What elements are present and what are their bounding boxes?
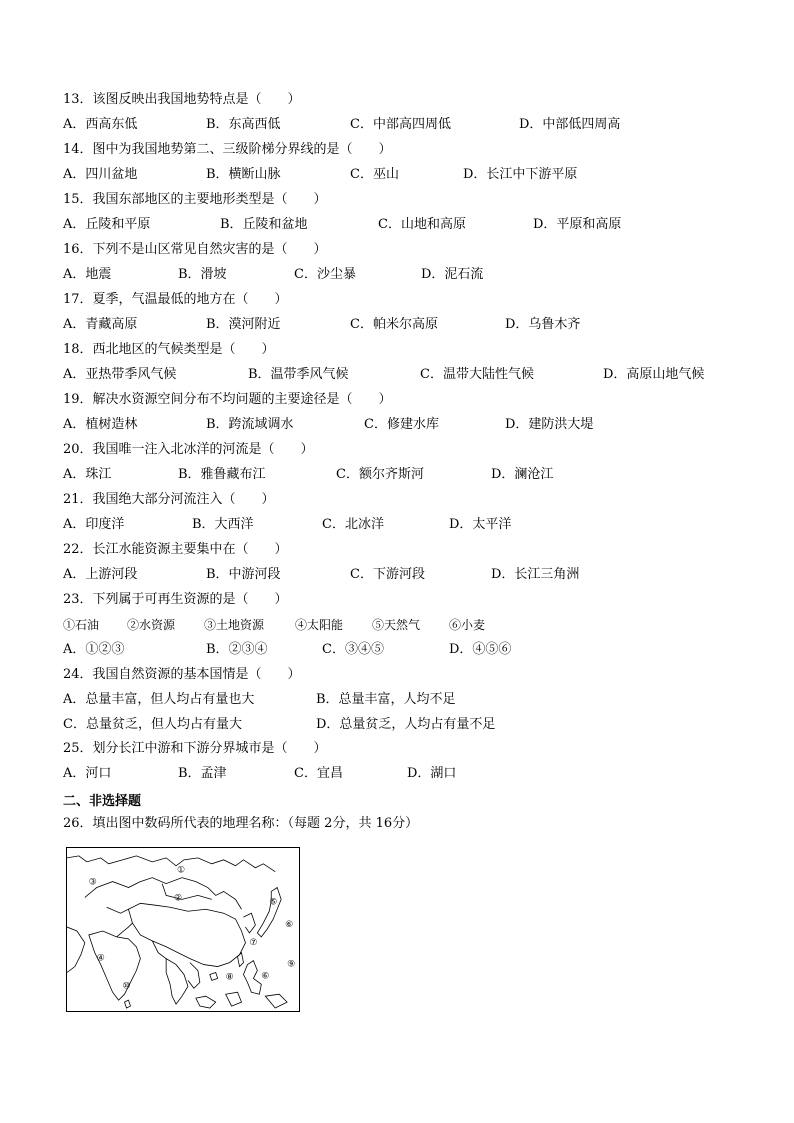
q16-option-d[interactable]: D．泥石流 <box>421 267 484 282</box>
map-label-6b: ⑥ <box>261 971 270 982</box>
q19-option-b[interactable]: B．跨流域调水 <box>206 417 294 432</box>
q14-option-a[interactable]: A．四川盆地 <box>63 167 138 182</box>
map-label-3: ③ <box>88 877 97 888</box>
map-drawing <box>67 848 299 1011</box>
map-label-5: ⑤ <box>269 897 278 908</box>
section-heading: 二、非选择题 <box>63 794 142 809</box>
q13-option-d[interactable]: D．中部低四周高 <box>519 117 621 132</box>
q19-option-d[interactable]: D．建防洪大堤 <box>505 417 594 432</box>
q18-option-c[interactable]: C．温带大陆性气候 <box>420 367 534 382</box>
q22-option-b[interactable]: B．中游河段 <box>206 567 281 582</box>
q15-option-c[interactable]: C．山地和高原 <box>378 217 466 232</box>
q23-item-2: ②水资源 <box>127 618 176 632</box>
q23-item-4: ④太阳能 <box>295 618 344 632</box>
q25-option-d[interactable]: D．湖口 <box>407 766 457 781</box>
q23-item-6: ⑥小麦 <box>449 618 486 632</box>
q17-option-a[interactable]: A．青藏高原 <box>63 317 138 332</box>
map-label-7: ⑦ <box>249 937 258 948</box>
q14-option-c[interactable]: C．巫山 <box>350 167 399 182</box>
question-13: 13．该图反映出我国地势特点是（ ） <box>63 92 301 107</box>
q23-option-a[interactable]: A．①②③ <box>63 642 125 657</box>
q20-option-a[interactable]: A．珠江 <box>63 467 112 482</box>
q25-option-b[interactable]: B．孟津 <box>178 766 227 781</box>
q13-option-b[interactable]: B．东高西低 <box>206 117 281 132</box>
q25-option-a[interactable]: A．河口 <box>63 766 112 781</box>
question-22: 22．长江水能资源主要集中在（ ） <box>63 542 288 557</box>
q25-option-c[interactable]: C．宜昌 <box>294 766 343 781</box>
q21-option-a[interactable]: A．印度洋 <box>63 517 125 532</box>
q22-option-c[interactable]: C．下游河段 <box>350 567 425 582</box>
q19-option-c[interactable]: C．修建水库 <box>364 417 439 432</box>
q18-option-b[interactable]: B．温带季风气候 <box>248 367 349 382</box>
question-25: 25．划分长江中游和下游分界城市是（ ） <box>63 741 327 756</box>
q18-option-a[interactable]: A．亚热带季风气候 <box>63 367 177 382</box>
map-label-10: ⑩ <box>122 981 131 992</box>
q21-option-d[interactable]: D．太平洋 <box>449 517 512 532</box>
q24-option-d[interactable]: D．总量贫乏，人均占有量不足 <box>316 717 496 732</box>
question-15: 15．我国东部地区的主要地形类型是（ ） <box>63 192 327 207</box>
q19-option-a[interactable]: A．植树造林 <box>63 417 138 432</box>
q15-option-d[interactable]: D．平原和高原 <box>533 217 622 232</box>
question-18: 18．西北地区的气候类型是（ ） <box>63 342 275 357</box>
question-24: 24．我国自然资源的基本国情是（ ） <box>63 667 301 682</box>
question-20: 20．我国唯一注入北冰洋的河流是（ ） <box>63 442 314 457</box>
q22-option-a[interactable]: A．上游河段 <box>63 567 138 582</box>
map-label-2: ② <box>174 893 183 904</box>
q16-option-a[interactable]: A．地震 <box>63 267 112 282</box>
q16-option-b[interactable]: B．滑坡 <box>178 267 227 282</box>
q24-option-a[interactable]: A．总量丰富，但人均占有量也大 <box>63 692 255 707</box>
q23-item-3: ③土地资源 <box>204 618 265 632</box>
q13-option-c[interactable]: C．中部高四周低 <box>350 117 451 132</box>
q13-option-a[interactable]: A．西高东低 <box>63 117 138 132</box>
q17-option-d[interactable]: D．乌鲁木齐 <box>505 317 581 332</box>
question-23: 23．下列属于可再生资源的是（ ） <box>63 592 288 607</box>
q23-item-1: ①石油 <box>63 618 100 632</box>
map-label-4: ④ <box>96 953 105 964</box>
map-label-8: ⑧ <box>225 972 234 983</box>
q23-item-5: ⑤天然气 <box>372 618 421 632</box>
q22-option-d[interactable]: D．长江三角洲 <box>491 567 580 582</box>
q24-option-c[interactable]: C．总量贫乏，但人均占有量大 <box>63 717 242 732</box>
q23-option-b[interactable]: B．②③④ <box>206 642 268 657</box>
question-17: 17．夏季，气温最低的地方在（ ） <box>63 292 288 307</box>
q17-option-c[interactable]: C．帕米尔高原 <box>350 317 438 332</box>
q20-option-b[interactable]: B．雅鲁藏布江 <box>178 467 266 482</box>
q15-option-b[interactable]: B．丘陵和盆地 <box>220 217 308 232</box>
q15-option-a[interactable]: A．丘陵和平原 <box>63 217 151 232</box>
map-label-1: ① <box>177 865 186 876</box>
q18-option-d[interactable]: D．高原山地气候 <box>603 367 705 382</box>
question-19: 19．解决水资源空间分布不均问题的主要途径是（ ） <box>63 392 392 407</box>
q16-option-c[interactable]: C．沙尘暴 <box>294 267 356 282</box>
q14-option-d[interactable]: D．长江中下游平原 <box>463 167 578 182</box>
q21-option-c[interactable]: C．北冰洋 <box>322 517 384 532</box>
question-26: 26．填出图中数码所代表的地理名称：（每题 2分，共 16分） <box>63 816 419 831</box>
q20-option-d[interactable]: D．澜沧江 <box>491 467 554 482</box>
map-label-9: ⑨ <box>287 959 296 970</box>
q20-option-c[interactable]: C．额尔齐斯河 <box>336 467 424 482</box>
q21-option-b[interactable]: B．大西洋 <box>192 517 254 532</box>
map-label-6: ⑥ <box>285 920 294 931</box>
asia-map <box>66 847 300 1012</box>
q23-option-c[interactable]: C．③④⑤ <box>322 642 384 657</box>
question-21: 21．我国绝大部分河流注入（ ） <box>63 492 275 507</box>
question-14: 14．图中为我国地势第二、三级阶梯分界线的是（ ） <box>63 142 392 157</box>
question-16: 16．下列不是山区常见自然灾害的是（ ） <box>63 242 327 257</box>
q23-option-d[interactable]: D．④⑤⑥ <box>449 642 512 657</box>
q17-option-b[interactable]: B．漠河附近 <box>206 317 281 332</box>
q14-option-b[interactable]: B．横断山脉 <box>206 167 281 182</box>
q24-option-b[interactable]: B．总量丰富，人均不足 <box>316 692 456 707</box>
